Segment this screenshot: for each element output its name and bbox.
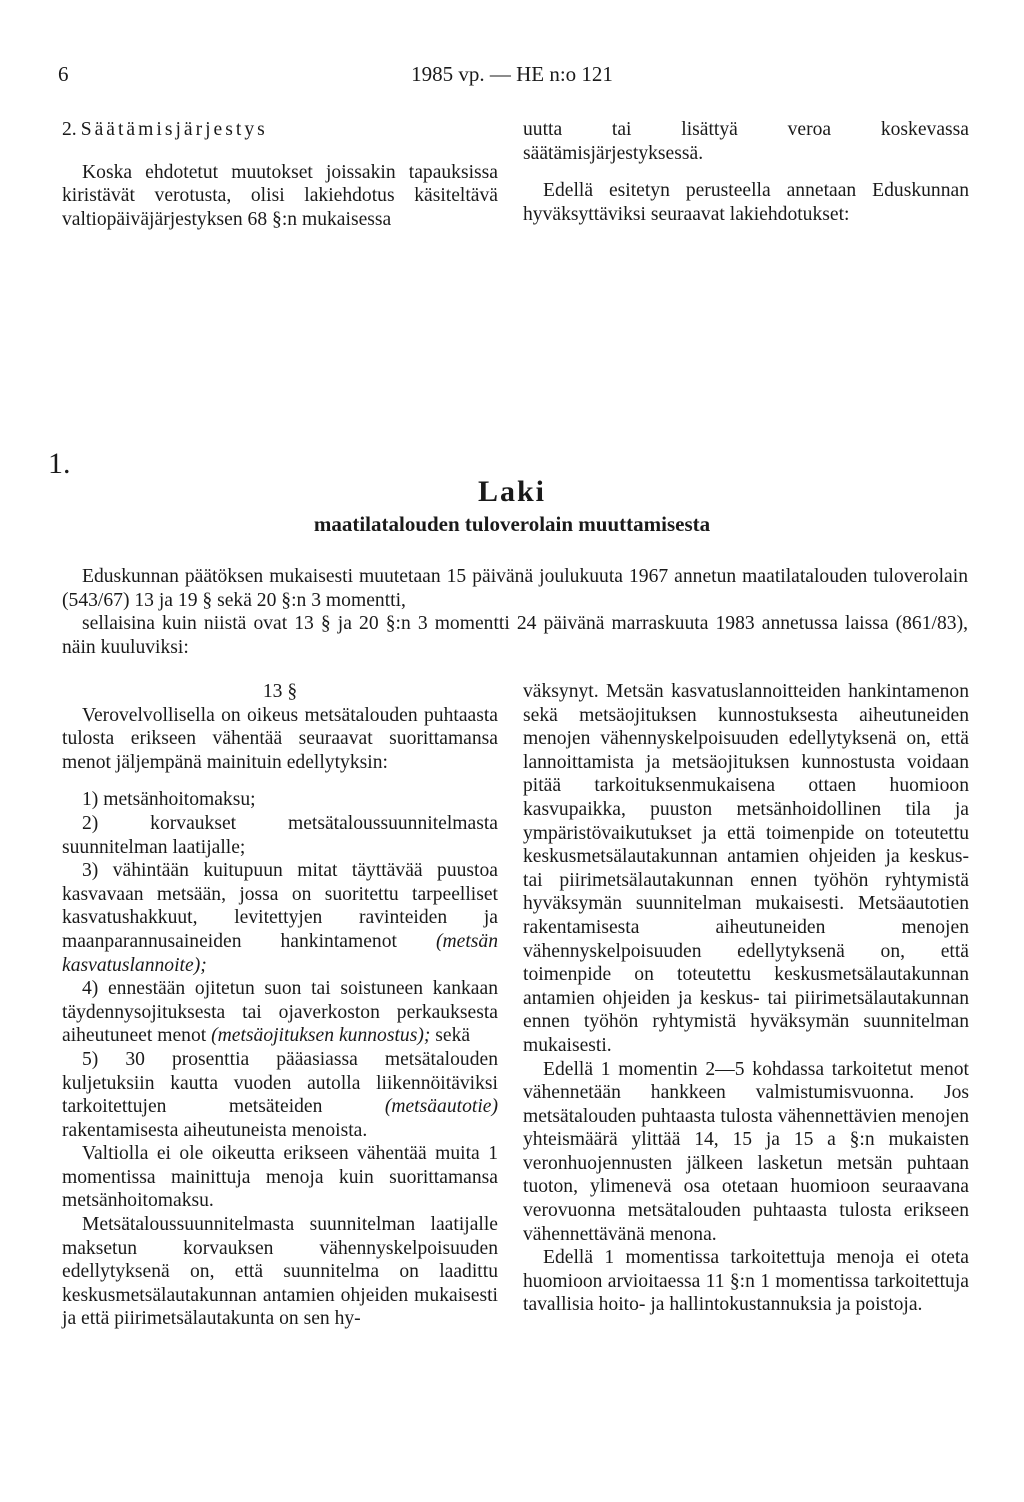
- list-item-4-tail: sekä: [430, 1025, 471, 1047]
- list-item-3-text: 3) vähintään kuitupuun mitat täyttävää puustoa kasvavaan metsään, jossa on suoritettu tarpeelliset kasvatushakkuut, levitettyjen ravinteiden ja maanparannusaineiden hankintamenot: [62, 860, 498, 952]
- list-item-5-text: 5) 30 prosenttia pääasiassa metsätalouden kuljetuksiin kautta vuoden autolla liikennöitäviksi tarkoitettujen metsäteiden: [62, 1048, 498, 1118]
- list-item-1: 1) metsänhoitomaksu;: [82, 789, 256, 811]
- list-item-4-text: 4) ennestään ojitetun suon tai soistuneen kankaan täydennysojituksesta tai ojaverkoston perkauksesta aiheutuneet menot: [62, 978, 498, 1047]
- list-item-4: [62, 977, 498, 1048]
- section-13-mark: 13 §: [262, 681, 298, 702]
- section-13-paragraph-3: Metsätaloussuunnitelmasta suunnitelman laatijalle maksetun korvauksen vähennyskelpoisuuden edellytyksenä on, että suunnitelma on laadittu keskusmetsälautakunnan antamien ohjeiden mukaisesti ja että piirimetsälautakunta on sen hy-: [62, 1214, 498, 1330]
- law-intro-paragraph-1: Eduskunnan päätöksen mukaisesti muutetaan 15 päivänä joulukuuta 1967 annetun maatilatalouden tuloverolain (543/67) 13 ja 19 § sekä 20 §:n 3 momentti,: [62, 566, 968, 611]
- law-intro: [62, 565, 968, 659]
- section-2-number: 2.: [62, 119, 77, 140]
- list-item-2: 2) korvaukset metsätaloussuunnitelmasta suunnitelman laatijalle;: [62, 812, 498, 858]
- law-body-left-column: [62, 680, 498, 1331]
- section-13-paragraph-4: Edellä 1 momentin 2—5 kohdassa tarkoitetut menot vähennetään hankkeen valmistumisvuonna. Jos metsätalouden puhtaasta tulosta vähennettävien menojen yhteismäärä ylittää 14, 15 ja 15 a §:n mukaisten veronhuojennusten jälkeen lasketun metsän puhtaan tuoton, ylimenevä osa otetaan huomioon seuraavana verovuonna metsätalouden puhtaasta tulosta erikseen vähennettävänä menona.: [523, 1058, 969, 1245]
- law-number: 1.: [48, 447, 71, 480]
- section-13-paragraph-2: Valtiolla ei ole oikeutta erikseen vähentää muita 1 momentissa mainittuja menoja kuin suorittamansa metsänhoitomaksu.: [62, 1143, 498, 1212]
- section-2-paragraph: Koska ehdotetut muutokset joissakin tapauksissa kiristävät verotusta, olisi lakiehdotus käsiteltävä valtiopäiväjärjestyksen 68 §:n mukaisessa: [62, 161, 498, 230]
- list-item-4-term: (metsäojituksen kunnostus);: [211, 1025, 431, 1047]
- section-2-right-column: [523, 118, 969, 226]
- running-header: 1985 vp. — HE n:o 121: [411, 62, 613, 86]
- section-13-paragraph-3-continuation: väksynyt. Metsän kasvatuslannoitteiden hankintamenon sekä metsäojituksen kunnostuksesta aiheutuneiden menojen vähennyskelpoisuuden edellytyksenä on, että lannoittamista ja metsäojituksen kunnostusta voidaan pitää tarkoituksenmukaisena ottaen huomioon kasvupaikka, puuston metsänhoidollinen tila ja ympäristövaikutukset ja että toimenpide on toteutettu keskusmetsälautakunnan antamien ohjeiden ja keskus- tai piirimetsälautakunnan ennen työhön ryhtymistä hyväksymän suunnitelman mukaisesti. Metsäautotien rakentamisesta aiheutuneiden menojen vähennyskelpoisuuden edellytyksenä on, että toimenpide on toteutettu keskusmetsälautakunnan antamien ohjeiden ja keskus- tai piirimetsälautakunnan ennen työhön ryhtymistä hyväksymän suunnitelman mukaisesti.: [523, 681, 969, 1056]
- section-2-proposal-paragraph: Edellä esitetyn perusteella annetaan Eduskunnan hyväksyttäviksi seuraavat lakiehdotukset:: [523, 180, 969, 225]
- section-13-paragraph-1: Verovelvollisella on oikeus metsätalouden puhtaasta tulosta erikseen vähentää seuraavat suorittamansa menot jäljempänä mainituin edellytyksin:: [62, 704, 498, 773]
- section-13-paragraph-5: Edellä 1 momentissa tarkoitettuja menoja ei oteta huomioon arvioitaessa 11 §:n 1 momentissa tarkoitettuja tavallisia hoito- ja hallintokustannuksia ja poistoja.: [523, 1247, 969, 1316]
- law-intro-paragraph-2: sellaisina kuin niistä ovat 13 § ja 20 §:n 3 momentti 24 päivänä marraskuuta 1983 annetussa laissa (861/83), näin kuuluviksi:: [62, 613, 968, 658]
- law-title: Laki: [477, 475, 547, 508]
- list-item-5-term: (metsäautotie): [384, 1096, 498, 1118]
- law-body-right-column: [523, 680, 969, 1317]
- section-2-continuation: uutta tai lisättyä veroa koskevassa säätämisjärjestyksessä.: [523, 119, 969, 164]
- list-item-5-tail: rakentamisesta aiheutuneista menoista.: [62, 1119, 368, 1141]
- list-item-3-term: (metsän kasvatuslannoite);: [62, 930, 498, 976]
- list-item-3: [62, 859, 498, 977]
- list-item-5: [62, 1048, 498, 1142]
- page-number: 6: [58, 62, 69, 86]
- section-2-heading: [62, 118, 498, 142]
- section-2-left-column: [62, 118, 498, 231]
- section-2-title: Säätämisjärjestys: [80, 119, 268, 140]
- law-subtitle: maatilatalouden tuloverolain muuttamisesta: [313, 512, 711, 536]
